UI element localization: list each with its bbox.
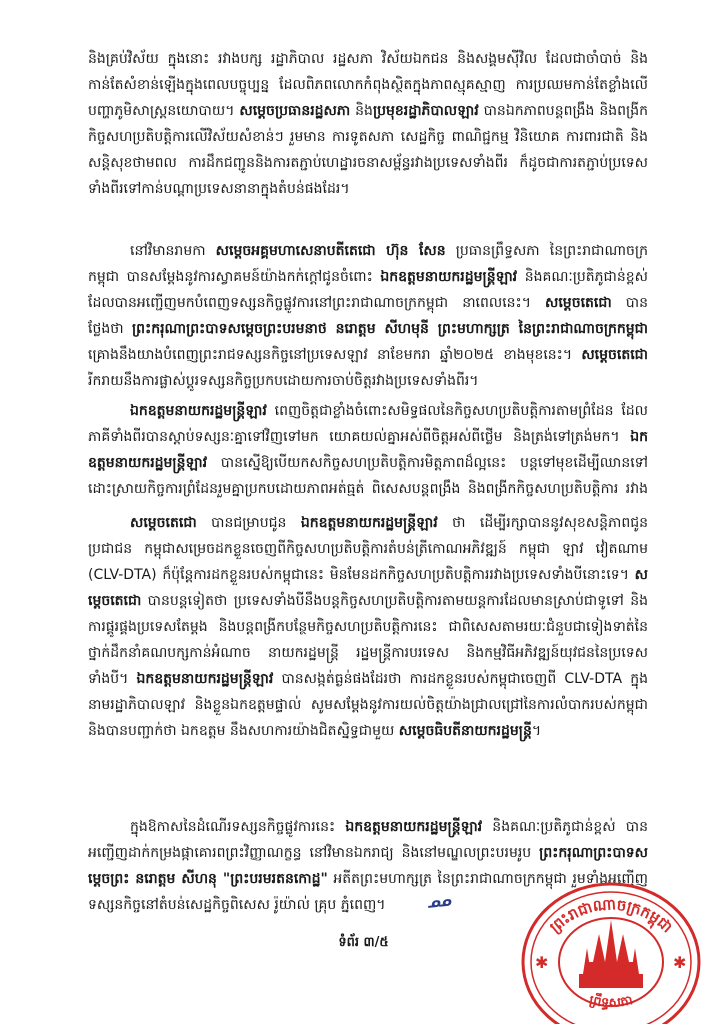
svg-text:✱: ✱ bbox=[673, 953, 687, 972]
bold-run: ឯកឧត្តមនាយករដ្ឋមន្ត្រីឡាវ bbox=[88, 429, 648, 471]
bold-run: សម្តេចអគ្គមហាសេនាបតីតេជោ ហ៊ុន សែន bbox=[215, 243, 446, 259]
text-run: បានថ្លែងថា bbox=[88, 295, 648, 337]
text-run: និងគណៈប្រតិភូជាន់ខ្ពស់ដែលបានអញ្ជើញមកបំពេញទស្សនកិច្ចផ្លូវការនៅព្រះរាជាណាចក្រកម្ពុជា នាពេលនេះ។ bbox=[88, 269, 648, 311]
text-run: បានស្នើឱ្យបើយកសកិច្ចសហប្រតិបត្តិការមិត្តភាពដ៏ល្អនេះ បន្តទៅមុខដើម្បីឈានទៅដោះស្រាយកិច្ចការព្រំដែនរួមគ្នាប្រកបដោយភាពអត់ធ្មត់ ពិសេសបន្តពង្រឹង និងពង្រីកកិច្ចសហប្រតិបត្តិការ រវាង bbox=[88, 455, 648, 497]
paragraph-4 bbox=[88, 510, 648, 806]
bold-run: ព្រះករុណាព្រះបាទសម្តេចព្រះបរមនាថ នរោត្តម សីហមុនី ព្រះមហាក្សត្រ នៃព្រះរាជាណាចក្រកម្ពុជា bbox=[132, 321, 648, 337]
text-run: រីករាយនឹងការផ្លាស់ប្តូរទស្សនកិច្ចប្រកបដោយការចាប់ចិត្តរវាងប្រទេសទាំងពីរ។ bbox=[88, 373, 479, 389]
bold-run: សម្តេចតេជោ bbox=[130, 515, 197, 531]
bold-run: សម្តេចប្រធានរដ្ឋសភា bbox=[239, 103, 351, 119]
bold-run: ប្រមុខរដ្ឋាភិបាលឡាវ bbox=[372, 103, 479, 119]
text-run: និងគ្រប់វិស័យ ក្នុងនោះ រវាងបក្ស រដ្ឋាភិបាល រដ្ឋសភា វិស័យឯកជន និងសង្គមស៊ីវិល ដែលជាចាំបាច់ និងកាន់តែសំខាន់ឡើងក្នុងពេលបច្ចុប្បន្ន ដែលពិភពលោកកំពុងស្ថិតក្នុងភាពស្មុគស្មាញ ការប្រឈមកាន់តែខ្លាំងលើបញ្ហាភូមិសាស្ត្រនយោបាយ។ bbox=[88, 51, 648, 119]
text-run: ប្រធានព្រឹទ្ធសភា នៃព្រះរាជាណាចក្រកម្ពុជា បានសម្តែងនូវការស្វាគមន៍យ៉ាងកក់ក្តៅជូនចំពោះ bbox=[88, 243, 648, 285]
paragraph-1 bbox=[88, 46, 648, 232]
text-run: និងគណៈប្រតិភូជាន់ខ្ពស់ បានអញ្ជើញដាក់កម្រងផ្កាគោរពព្រះវិញ្ញាណក្ខន្ធ នៅវិមានឯករាជ្យ និងនៅមណ្ឌលព្រះបរមរូប bbox=[88, 819, 648, 861]
temple-icon bbox=[579, 920, 643, 988]
svg-text:✱: ✱ bbox=[535, 953, 549, 972]
paragraph-2 bbox=[88, 238, 648, 396]
text-run: ពេញចិត្តជាខ្លាំងចំពោះសមិទ្ធផលនៃកិច្ចសហប្រតិបត្តិការតាមព្រំដែន ដែលភាគីទាំងពីរបានស្តាប់ទស្សនៈគ្នាទៅវិញទៅមក យោគយល់គ្នាអស់ពីចិត្តអស់ពីថ្លើម និងត្រង់ទៅត្រង់មក។ bbox=[88, 403, 648, 445]
bold-run: សម្តេចតេជោ bbox=[88, 567, 648, 609]
text-run: ។ bbox=[531, 723, 542, 739]
text-run: បានបន្តទៀតថា ប្រទេសទាំងបីនឹងបន្តកិច្ចសហប្រតិបត្តិការតាមយន្តការដែលមានស្រាប់ជាទូទៅ និងការផ្គូរផ្គងប្រទេសតែម្តង និងបន្តពង្រីកបន្ថែមកិច្ចសហប្រតិបត្តិការនេះ ជាពិសេសតាមរយៈជំនួបជាទៀងទាត់នៃថ្នាក់ដឹកនាំគណបក្សកាន់អំណាច នាយករដ្ឋមន្ត្រី រដ្ឋមន្ត្រីការបរទេស និងកម្មវិធីអភិវឌ្ឍន៍យុវជននៃប្រទេសទាំងបី។ bbox=[88, 593, 648, 687]
bold-run: ឯកឧត្តមនាយករដ្ឋមន្ត្រីឡាវ bbox=[136, 671, 274, 687]
bold-run: ឯកឧត្តមនាយករដ្ឋមន្ត្រីឡាវ bbox=[345, 819, 483, 835]
page-number: ទំព័រ ៣/៥ bbox=[338, 935, 389, 950]
bold-run: ឯកឧត្តមនាយករដ្ឋមន្ត្រីឡាវ bbox=[300, 515, 438, 531]
text-run: ក្នុងឱកាសនៃដំណើរទស្សនកិច្ចផ្លូវការនេះ bbox=[130, 819, 346, 835]
text-run: និង bbox=[350, 103, 373, 119]
seal-bottom-text: ព្រឹទ្ធសភា bbox=[587, 993, 635, 1012]
text-run: ថា ដើម្បីរក្សាបាននូវសុខសន្តិភាពជូនប្រជាជន កម្ពុជាសម្រេចដកខ្លួនចេញពីកិច្ចសហប្រតិបត្តិការតំបន់ត្រីកោណអភិវឌ្ឍន៍ កម្ពុជា ឡាវ វៀតណាម (CLV-DTA) ក៏ប៉ុន្តែការដកខ្លួនរបស់កម្ពុជានេះ មិនមែនដកកិច្ចសហប្រតិបត្តិការរវាងប្រទេសទាំងបីនោះទេ។ bbox=[88, 515, 648, 583]
bold-run: ឯកឧត្តមនាយករដ្ឋមន្ត្រីឡាវ bbox=[130, 403, 267, 419]
official-seal bbox=[513, 862, 709, 1024]
bold-run: សម្តេចតេជោ bbox=[581, 347, 648, 363]
text-run: បានជម្រាបជូន bbox=[196, 515, 301, 531]
text-run: បានសង្កត់ធ្ងន់ផងដែរថា ការដកខ្លួនរបស់កម្ពុជាចេញពី CLV-DTA ក្នុងនាមរដ្ឋាភិបាលឡាវ និងខ្លួនឯកឧត្តមផ្ទាល់ សូមសម្តែងនូវការយល់ចិត្តយ៉ាងជ្រាលជ្រៅនៃការលំបាករបស់កម្ពុជា និងបានបញ្ជាក់ថា ឯកឧត្តម នឹងសហការយ៉ាងជិតស្និទ្ធជាមួយ bbox=[88, 671, 648, 739]
bold-run: សម្តេចធិបតីនាយករដ្ឋមន្ត្រី bbox=[398, 723, 532, 739]
text-run: អតីតព្រះមហាក្សត្រ នៃព្រះរាជាណាចក្រកម្ពុជា រួមទាំងអញ្ជើញទស្សនកិច្ចនៅតំបន់សេដ្ឋកិច្ចពិសេស រ៉ូយ៉ាល់ គ្រុប ភ្នំពេញ។ bbox=[88, 871, 648, 913]
paragraph-3 bbox=[88, 398, 648, 502]
bold-run: ព្រះករុណាព្រះបាទសម្តេចព្រះ នរោត្តម សីហនុ "ព្រះបរមរតនកោដ្ឋ" bbox=[88, 845, 648, 887]
text-run: នៅវិមានរាមកា bbox=[130, 243, 216, 259]
bold-run: សម្តេចតេជោ bbox=[545, 295, 612, 311]
seal-top-text: ព្រះរាជាណាចក្រកម្ពុជា bbox=[546, 895, 677, 937]
initials-signature: ᓄᓄ bbox=[426, 893, 451, 912]
bold-run: ឯកឧត្តមនាយករដ្ឋមន្ត្រីឡាវ bbox=[380, 269, 518, 285]
text-run: គ្រោងនឹងយាងបំពេញព្រះរាជទស្សនកិច្ចនៅប្រទេសឡាវ នាខែមករា ឆ្នាំ២០២៥ ខាងមុខនេះ។ bbox=[88, 347, 582, 363]
text-run: បានឯកភាពបន្តពង្រឹង និងពង្រីកកិច្ចសហប្រតិបត្តិការលើវិស័យសំខាន់ៗ រួមមាន ការទូតសភា សេដ្ឋកិច្ច ពាណិជ្ជកម្ម វិនិយោគ ការពារជាតិ និងសន្តិសុខថាមពល ការដឹកជញ្ជូននិងការតភ្ជាប់ហេដ្ឋារចនាសម្ព័ន្ធរវាងប្រទេសទាំងពីរ ក៏ដូចជាការតភ្ជាប់ប្រទេសទាំងពីរទៅកាន់បណ្តាប្រទេសនានាក្នុងតំបន់ផងដែរ។ bbox=[88, 103, 648, 197]
